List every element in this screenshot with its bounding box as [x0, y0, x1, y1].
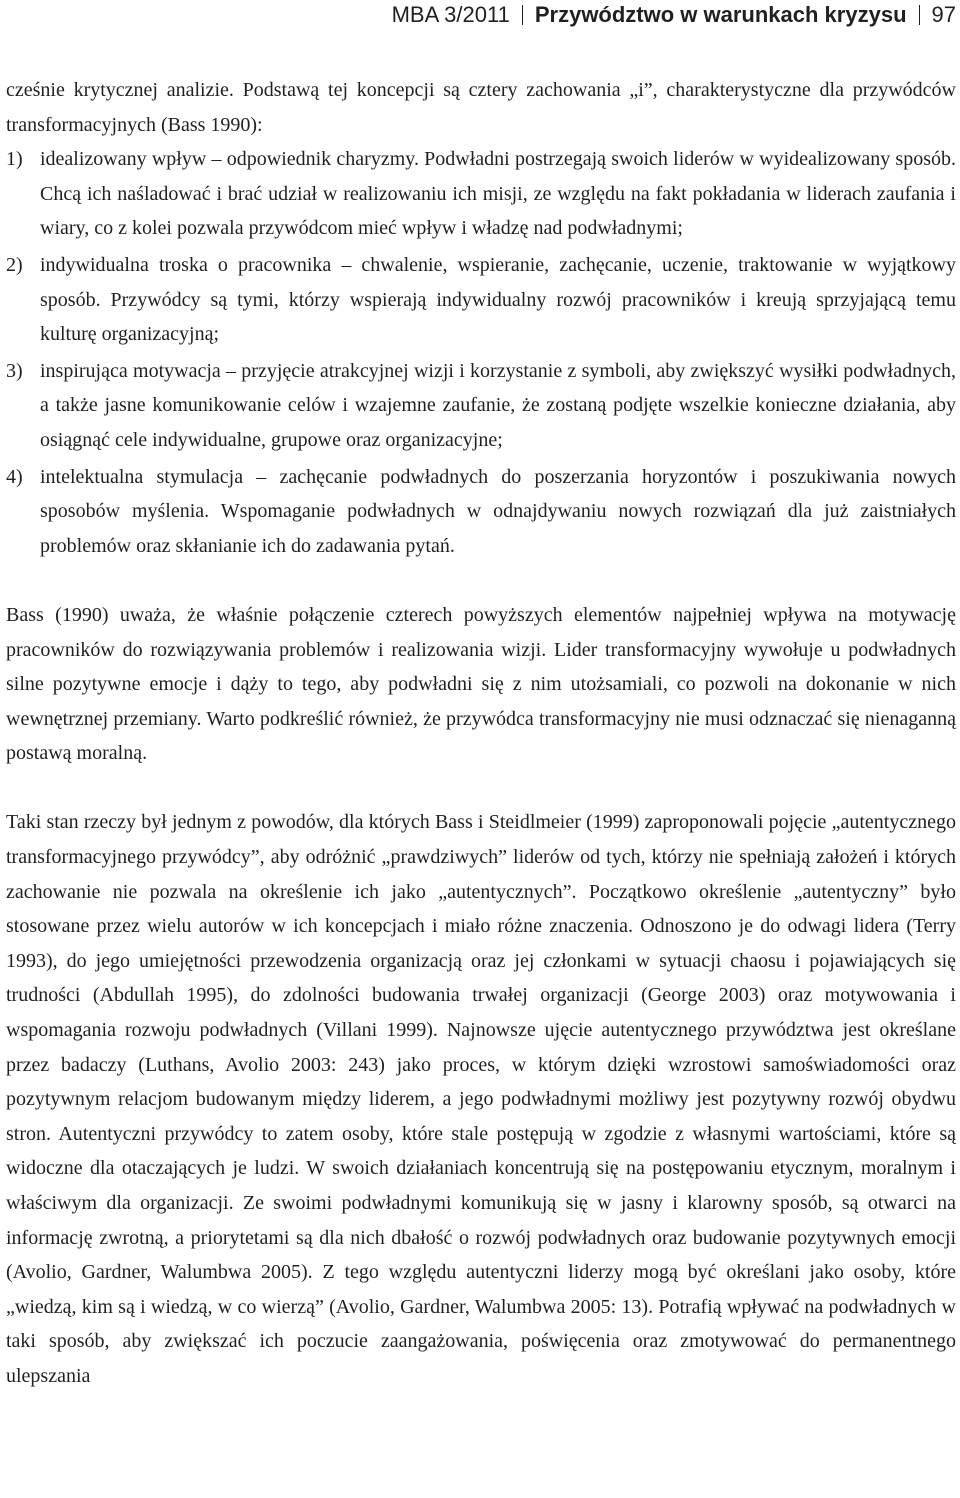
- header-divider: [919, 5, 920, 25]
- list-item-number: 4): [6, 465, 23, 488]
- section-title: Przywództwo w warunkach kryzysu: [534, 2, 907, 27]
- list-item-number: 3): [6, 359, 23, 382]
- list-item-number: 2): [6, 253, 23, 276]
- list-item: [6, 248, 956, 352]
- list-item-text: indywidualna troska o pracownika – chwalenie, wspieranie, zachęcanie, uczenie, traktowanie w wyjątkowy sposób. Przywódcy są tymi, którzy wspierają indywidualny rozwój pracowników i kreują sprzyjającą temu kulturę organizacyjną;: [40, 253, 956, 346]
- list-item-text: intelektualna stymulacja – zachęcanie podwładnych do poszerzania horyzontów i poszukiwania nowych sposobów myślenia. Wspomaganie podwładnych w odnajdywaniu nowych rozwiązań dla już zaistniałych problemów oraz skłanianie ich do zadawania pytań.: [40, 465, 956, 557]
- list-item-text: inspirująca motywacja – przyjęcie atrakcyjnej wizji i korzystanie z symboli, aby zwiększyć wysiłki podwładnych, a także jasne komunikowanie celów i wzajemne zaufanie, że zostaną podjęte wszelkie konieczne działania, aby osiągnąć cele indywidualne, grupowe oraz organizacyjne;: [40, 359, 956, 451]
- list-item: [6, 354, 956, 458]
- list-item: [6, 142, 956, 246]
- running-header: [392, 0, 956, 30]
- body-paragraph-authentic-leadership: Taki stan rzeczy był jednym z powodów, dla których Bass i Steidlmeier (1999) zaproponowali pojęcie „autentycznego transformacyjnego przywódcy”, aby odróżnić „prawdziwych” liderów od tych, którzy nie spełniają założeń i których zachowanie nie pozwala na określenie ich jako „autentycznych”. Początkowo określenie „autentyczny” było stosowane przez wielu autorów w ich koncepcjach i miało różne znaczenia. Odnoszono je do odwagi lidera (Terry 1993), do jego umiejętności przewodzenia organizacją oraz jej członkami w sytuacji chaosu i pojawiających się trudności (Abdullah 1995), do zdolności budowania trwałej organizacji (George 2003) oraz motywowania i wspomagania rozwoju podwładnych (Villani 1999). Najnowsze ujęcie autentycznego przywództwa jest określane przez badaczy (Luthans, Avolio 2003: 243) jako proces, w którym dzięki wzrostowi samoświadomości oraz pozytywnym relacjom budowanym między liderem, a jego podwładnymi możliwy jest pozytywny rozwój obydwu stron. Autentyczni przywódcy to zatem osoby, które stale postępują w zgodzie z własnymi wartościami, które są widoczne dla otaczających je ludzi. W swoich działaniach koncentrują się na postępowaniu etycznym, moralnym i właściwym dla organizacji. Ze swoimi podwładnymi komunikują się w jasny i klarowny sposób, są otwarci na informację zwrotną, a priorytetami są dla nich dbałość o rozwój podwładnych oraz budowanie pozytywnych emocji (Avolio, Gardner, Walumbwa 2005). Z tego względu autentyczni liderzy mogą być określani jako osoby, które „wiedzą, kim są i wiedzą, w co wierzą” (Avolio, Gardner, Walumbwa 2005: 13). Potrafią wpływać na podwładnych w taki sposób, aby zwiększać ich poczucie zaangażowania, poświęcenia oraz zmotywować do permanentnego ulepszania: [6, 811, 956, 1387]
- list-item-text: idealizowany wpływ – odpowiednik charyzmy. Podwładni postrzegają swoich liderów w wyidealizowany sposób. Chcą ich naśladować i brać udział w realizowaniu ich misji, ze względu na fakt pokładania w liderach zaufania i wiary, co z kolei pozwala przywódcom mieć wpływ i władzę nad podwładnymi;: [40, 148, 956, 240]
- body-paragraph-bass: Bass (1990) uważa, że właśnie połączenie czterech powyższych elementów najpełniej wpływa na motywację pracowników do rozwiązywania problemów i realizowania wizji. Lider transformacyjny wywołuje u podwładnych silne pozytywne emocje i dąży to tego, aby podwładni się z nim utożsamiali, co pozwoli na dokonanie w nich wewnętrznej przemiany. Warto podkreślić również, że przywódca transformacyjny nie musi odznaczać się nienaganną postawą moralną.: [6, 603, 956, 765]
- article-body: [6, 73, 956, 1394]
- list-item: [6, 460, 956, 564]
- header-divider: [522, 5, 523, 25]
- behaviours-list: [6, 142, 956, 563]
- page-number: 97: [931, 2, 956, 27]
- journal-issue: MBA 3/2011: [391, 2, 510, 27]
- list-item-number: 1): [6, 148, 23, 171]
- intro-paragraph: cześnie krytycznej analizie. Podstawą tej koncepcji są cztery zachowania „i”, charakterystyczne dla przywódców transformacyjnych (Bass 1990):: [6, 79, 956, 136]
